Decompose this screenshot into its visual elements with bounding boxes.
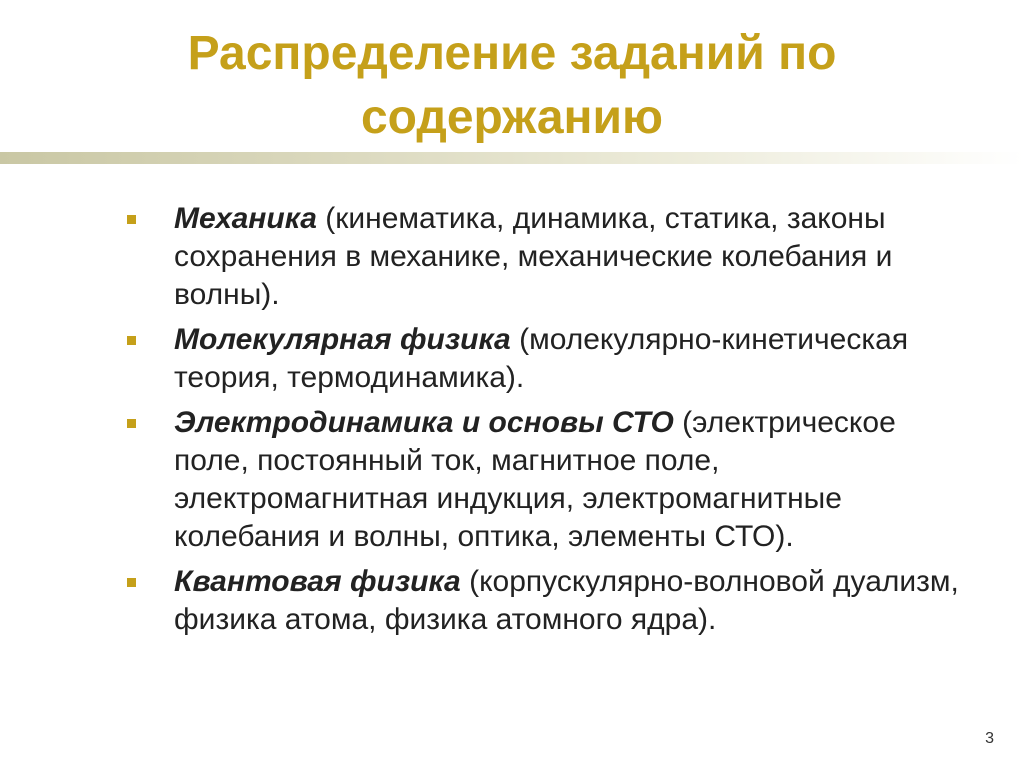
square-bullet-icon [127,215,136,224]
slide-title-line-2: содержанию [360,91,664,144]
topic-item-mechanics [124,200,964,314]
topic-item-quantum-physics [124,563,964,639]
topic-term: Механика [174,202,317,235]
slide-title [60,22,964,150]
topic-list [124,200,964,646]
topic-description: (кинематика, динамика, статика, законы сохранения в механике, механические колебания и волны). [174,202,893,311]
topic-description: (молекулярно-кинетическая теория, термодинамика). [174,323,909,394]
slide-title-line-1: Распределение заданий по [187,27,837,80]
topic-description: (корпускулярно-волновой дуализм, физика атома, физика атомного ядра). [174,565,959,636]
topic-term: Молекулярная физика [174,323,511,356]
page-number: 3 [985,730,994,747]
topic-term: Электродинамика и основы СТО [174,406,674,439]
topic-description: (электрическое поле, постоянный ток, магнитное поле, электромагнитная индукция, электромагнитные колебания и волны, оптика, элементы СТО). [174,406,896,553]
square-bullet-icon [127,578,136,587]
topic-item-electrodynamics [124,404,964,556]
topic-item-molecular-physics [124,321,964,397]
square-bullet-icon [127,336,136,345]
topic-term: Квантовая физика [174,565,461,598]
square-bullet-icon [127,419,136,428]
title-divider [0,152,1024,164]
